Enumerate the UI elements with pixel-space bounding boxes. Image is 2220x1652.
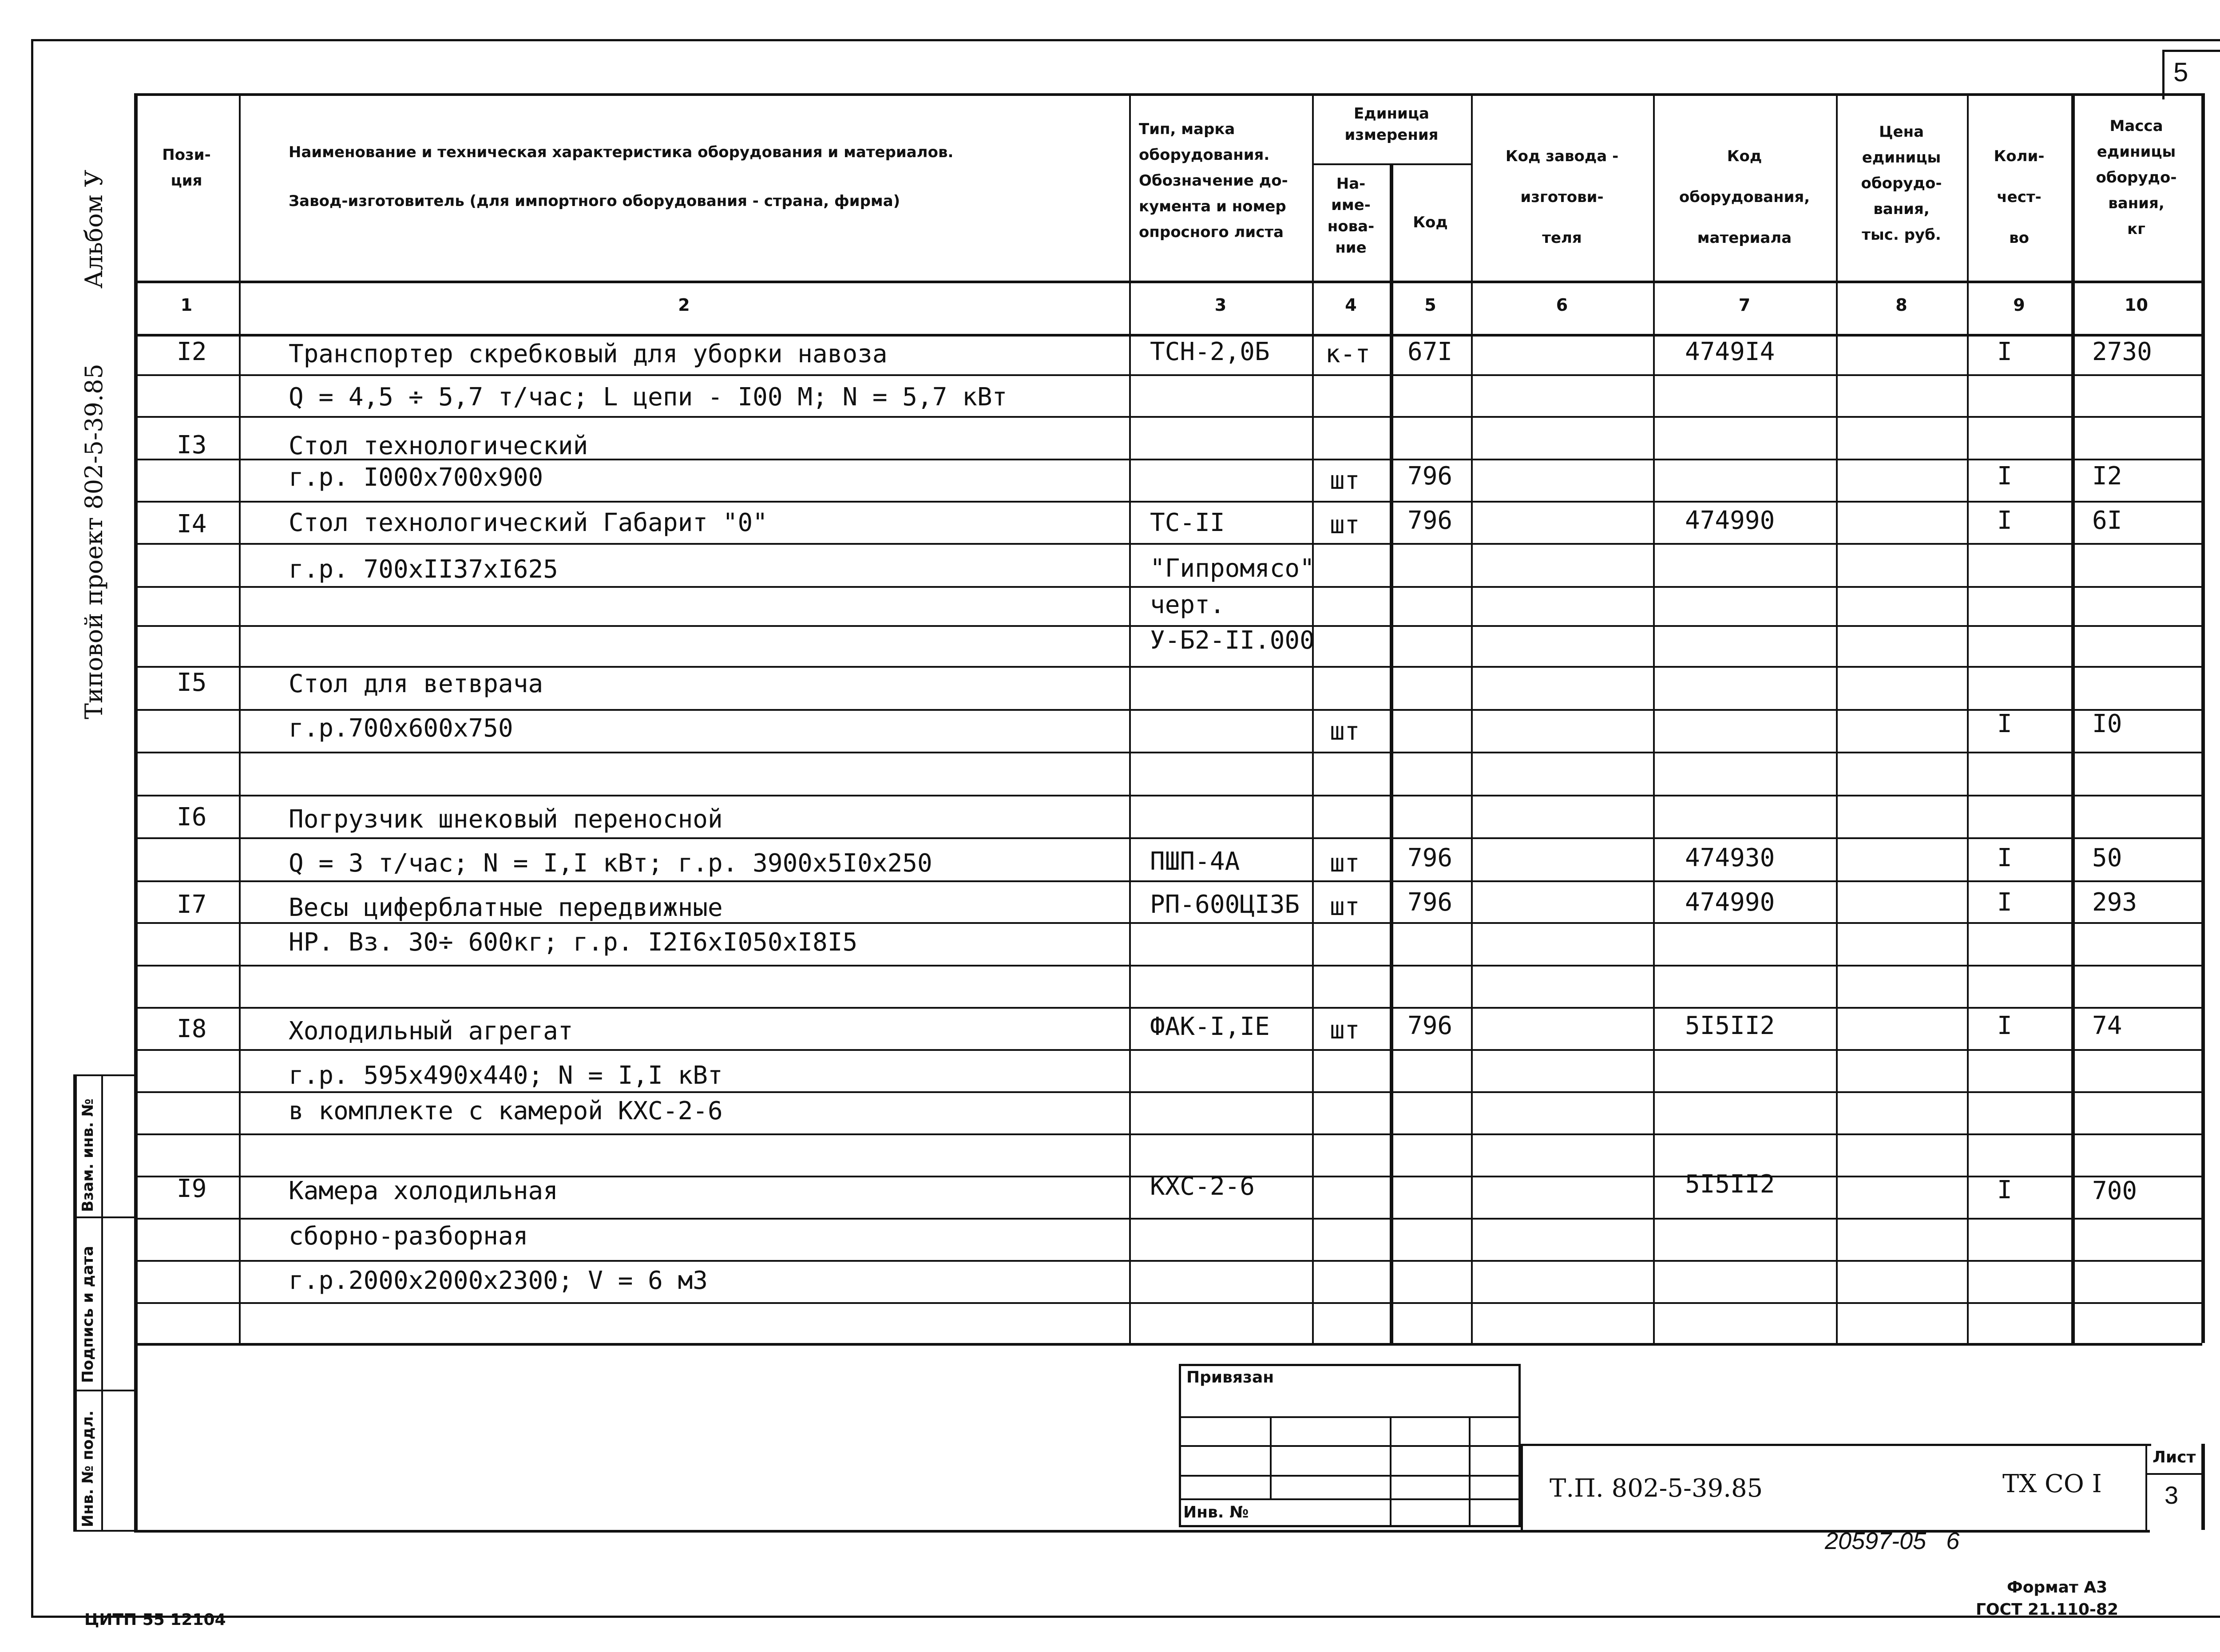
cell-unit: шт: [1330, 892, 1360, 921]
row-line: [134, 1049, 2202, 1051]
row-line: [134, 501, 2202, 503]
printer-label: ЦИТП 55 12104: [84, 1611, 226, 1629]
cell-unit: шт: [1330, 466, 1360, 495]
stamp-strip-bottom: [73, 1530, 135, 1532]
row-line: [134, 752, 2202, 753]
cell-name: Q = 4,5 ÷ 5,7 т/час; L цепи - I00 М; N = 5,7 кВт: [289, 383, 1007, 412]
cell-quantity: I: [1997, 888, 2012, 917]
cell-name: Весы циферблатные передвижные: [289, 893, 723, 922]
row-line: [134, 374, 2202, 376]
cell-type: черт.: [1150, 590, 1225, 619]
row-line: [134, 416, 2202, 418]
header-position: Пози- ция: [162, 146, 211, 190]
gost-label: ГОСТ 21.110-82: [1976, 1600, 2119, 1619]
cell-name: в комплекте с камерой КХС-2-6: [289, 1097, 723, 1125]
cell-position: I4: [177, 510, 207, 539]
cell-name: Транспортер скребковый для уборки навоза: [289, 340, 888, 368]
header-unit-code: Код: [1413, 214, 1448, 231]
cell-position: I8: [177, 1014, 207, 1043]
cell-position: I6: [177, 803, 207, 832]
row-line: [134, 965, 2202, 967]
header-price: Цена единицы оборудо- вания, тыс. руб.: [1861, 123, 1942, 244]
cell-quantity: I: [1997, 844, 2012, 872]
cell-unit: шт: [1330, 849, 1360, 878]
cell-type: ТС-II: [1150, 508, 1225, 537]
cell-name: г.р. 700хII37хI625: [289, 555, 558, 584]
cell-mass: 6I: [2092, 506, 2122, 535]
stamp-strip-div1: [73, 1216, 135, 1218]
page-number-box: [2162, 50, 2220, 99]
row-line: [134, 543, 2202, 545]
cell-equipment-code: 474930: [1685, 844, 1775, 872]
cell-mass: I0: [2092, 709, 2122, 738]
cell-quantity: I: [1997, 462, 2012, 491]
cell-quantity: I: [1997, 1176, 2012, 1204]
cell-type: РП-600ЦI3Б: [1150, 890, 1300, 919]
col-number: 2: [678, 295, 690, 315]
cell-unit: шт: [1330, 717, 1360, 746]
cell-name: г.р. 595х490х440; N = I,I кВт: [289, 1061, 723, 1090]
sheet-label: Лист: [2153, 1448, 2196, 1466]
sheet-box-right: [2201, 1444, 2205, 1530]
col-number: 5: [1424, 295, 1436, 315]
row-line: [134, 1218, 2202, 1220]
colnum-bottom-line: [134, 334, 2202, 337]
cell-equipment-code: 474990: [1685, 506, 1775, 535]
page-number: 5: [2173, 57, 2188, 87]
header-equipment-code: Код оборудования, материала: [1679, 147, 1810, 247]
sheet-box-divider: [2145, 1473, 2202, 1475]
col-number: 3: [1214, 295, 1227, 315]
stamp-strip-div2: [73, 1390, 135, 1391]
stamp-strip-left: [73, 1074, 77, 1532]
col-line-4: [1390, 163, 1393, 1344]
row-line: [134, 709, 2202, 711]
cell-name: Q = 3 т/час; N = I,I кВт; г.р. 3900х5I0х250: [289, 849, 932, 878]
privyazan-col: [1390, 1416, 1391, 1527]
cell-unit-code: 796: [1407, 462, 1453, 491]
cell-quantity: I: [1997, 1011, 2012, 1040]
col-number: 4: [1345, 295, 1357, 315]
album-label: Альбом У: [80, 170, 108, 289]
row-line: [134, 1133, 2202, 1135]
project-label: Типовой проект 802-5-39.85: [80, 364, 108, 719]
cell-type: ТСН-2,0Б: [1150, 337, 1270, 366]
cell-quantity: I: [1997, 337, 2012, 366]
cell-type: ПШП-4А: [1150, 847, 1240, 876]
col-number: 7: [1738, 295, 1751, 315]
row-line: [134, 1260, 2202, 1262]
col-line-3: [1312, 93, 1314, 1343]
col-number: 10: [2125, 295, 2148, 315]
inv-no-label: Инв. №: [1183, 1503, 1249, 1521]
col-number: 8: [1895, 295, 1907, 315]
cell-name: сборно-разборная: [289, 1222, 528, 1251]
col-line-7: [1836, 93, 1838, 1343]
col-line-1: [239, 93, 241, 1343]
privyazan-col: [1270, 1416, 1272, 1498]
cell-position: I2: [177, 337, 207, 366]
cell-mass: 293: [2092, 888, 2137, 917]
privyazan-col: [1469, 1416, 1471, 1527]
cell-name: Погрузчик шнековый переносной: [289, 805, 723, 834]
cell-unit: шт: [1330, 511, 1360, 539]
cell-name: Стол технологический: [289, 432, 588, 460]
designation: Т.П. 802-5-39.85: [1550, 1474, 1763, 1503]
row-line: [134, 795, 2202, 796]
col-number: 9: [2013, 295, 2025, 315]
stamp-sign-date: Подпись и дата: [79, 1246, 97, 1383]
cell-unit-code: 796: [1407, 844, 1453, 872]
cell-name: Камера холодильная: [289, 1177, 558, 1205]
header-bottom-line: [134, 281, 2202, 283]
privyazan-label: Привязан: [1186, 1368, 1274, 1387]
row-line: [134, 1302, 2202, 1304]
cell-name: Стол технологический Габарит "0": [289, 508, 768, 537]
header-mass: Масса единицы оборудо- вания, кг: [2096, 117, 2177, 238]
cell-unit-code: 796: [1407, 1011, 1453, 1040]
header-factory-code: Код завода - изготови- теля: [1505, 147, 1619, 247]
cell-equipment-code: 5I5II2: [1685, 1011, 1775, 1040]
sheet-code: ТХ СО I: [2002, 1470, 2102, 1498]
cell-mass: 2730: [2092, 337, 2152, 366]
col-line-9: [2071, 93, 2075, 1343]
cell-name: г.р.700х600х750: [289, 714, 513, 743]
header-quantity: Коли- чест- во: [1994, 147, 2045, 247]
cell-mass: 50: [2092, 844, 2122, 872]
col-line-2: [1129, 93, 1131, 1343]
cell-unit: к-т: [1325, 340, 1371, 368]
cell-position: I5: [177, 668, 207, 697]
col-line-8: [1967, 93, 1969, 1343]
cell-equipment-code: 4749I4: [1685, 337, 1775, 366]
col-number: 1: [180, 295, 193, 315]
cell-equipment-code: 5I5II2: [1685, 1170, 1775, 1199]
row-line: [134, 880, 2202, 882]
cell-name: Стол для ветврача: [289, 670, 543, 698]
cell-equipment-code: 474990: [1685, 888, 1775, 917]
row-line: [134, 922, 2202, 924]
cell-quantity: I: [1997, 506, 2012, 535]
stamp-strip-inner: [101, 1074, 103, 1532]
cell-unit-code: 796: [1407, 506, 1453, 535]
cell-type: КХС-2-6: [1150, 1172, 1255, 1201]
row-line: [134, 666, 2202, 668]
format-label: Формат А3: [2007, 1578, 2108, 1597]
sheet-number: 3: [2164, 1481, 2179, 1509]
row-line: [134, 837, 2202, 839]
cell-position: I7: [177, 890, 207, 919]
cell-unit: шт: [1330, 1016, 1360, 1045]
cell-position: I3: [177, 431, 207, 460]
col-line-5: [1471, 93, 1473, 1343]
row-line: [134, 1091, 2202, 1093]
col-line-6: [1653, 93, 1655, 1343]
header-type: Тип, марка оборудования. Обозначение до- кумента и номер опросного листа: [1139, 120, 1288, 241]
cell-type: "Гипромясо": [1150, 554, 1315, 583]
cell-mass: 74: [2092, 1011, 2122, 1040]
table-body-bottom: [134, 1343, 2202, 1346]
row-line: [134, 1007, 2202, 1009]
stamp-inv-zam: Взам. инв. №: [79, 1098, 97, 1212]
cell-mass: 700: [2092, 1177, 2137, 1205]
header-name-subtitle: Завод-изготовитель (для импортного оборудования - страна, фирма): [289, 192, 900, 210]
row-line: [134, 586, 2202, 588]
stamp-inv-podl: Инв. № подл.: [79, 1410, 97, 1527]
cell-type: У-Б2-II.000: [1150, 626, 1315, 655]
header-unit: Единица измерения: [1344, 105, 1439, 144]
cell-name: г.р.2000х2000х2300; V = 6 м3: [289, 1266, 708, 1295]
col-number: 6: [1556, 295, 1568, 315]
header-unit-name: На- име- нова- ние: [1327, 175, 1375, 257]
cell-type: ФАК-I,IЕ: [1150, 1012, 1270, 1041]
handwritten-note: 20597-05 6: [1825, 1528, 1960, 1554]
sheet-box-divider: [2145, 1444, 2147, 1530]
header-name-title: Наименование и техническая характеристика оборудования и материалов.: [289, 143, 954, 161]
cell-name: г.р. I000х700х900: [289, 463, 543, 492]
cell-position: I9: [177, 1174, 207, 1203]
cell-name: Холодильный агрегат: [289, 1017, 573, 1046]
cell-name: НР. Вз. 30÷ 600кг; г.р. I2I6хI050хI8I5: [289, 928, 858, 957]
stamp-strip-top: [73, 1074, 135, 1076]
table-top-border: [134, 93, 2202, 96]
cell-unit-code: 67I: [1407, 337, 1453, 366]
cell-unit-code: 796: [1407, 888, 1453, 917]
cell-mass: I2: [2092, 462, 2122, 491]
cell-quantity: I: [1997, 709, 2012, 738]
